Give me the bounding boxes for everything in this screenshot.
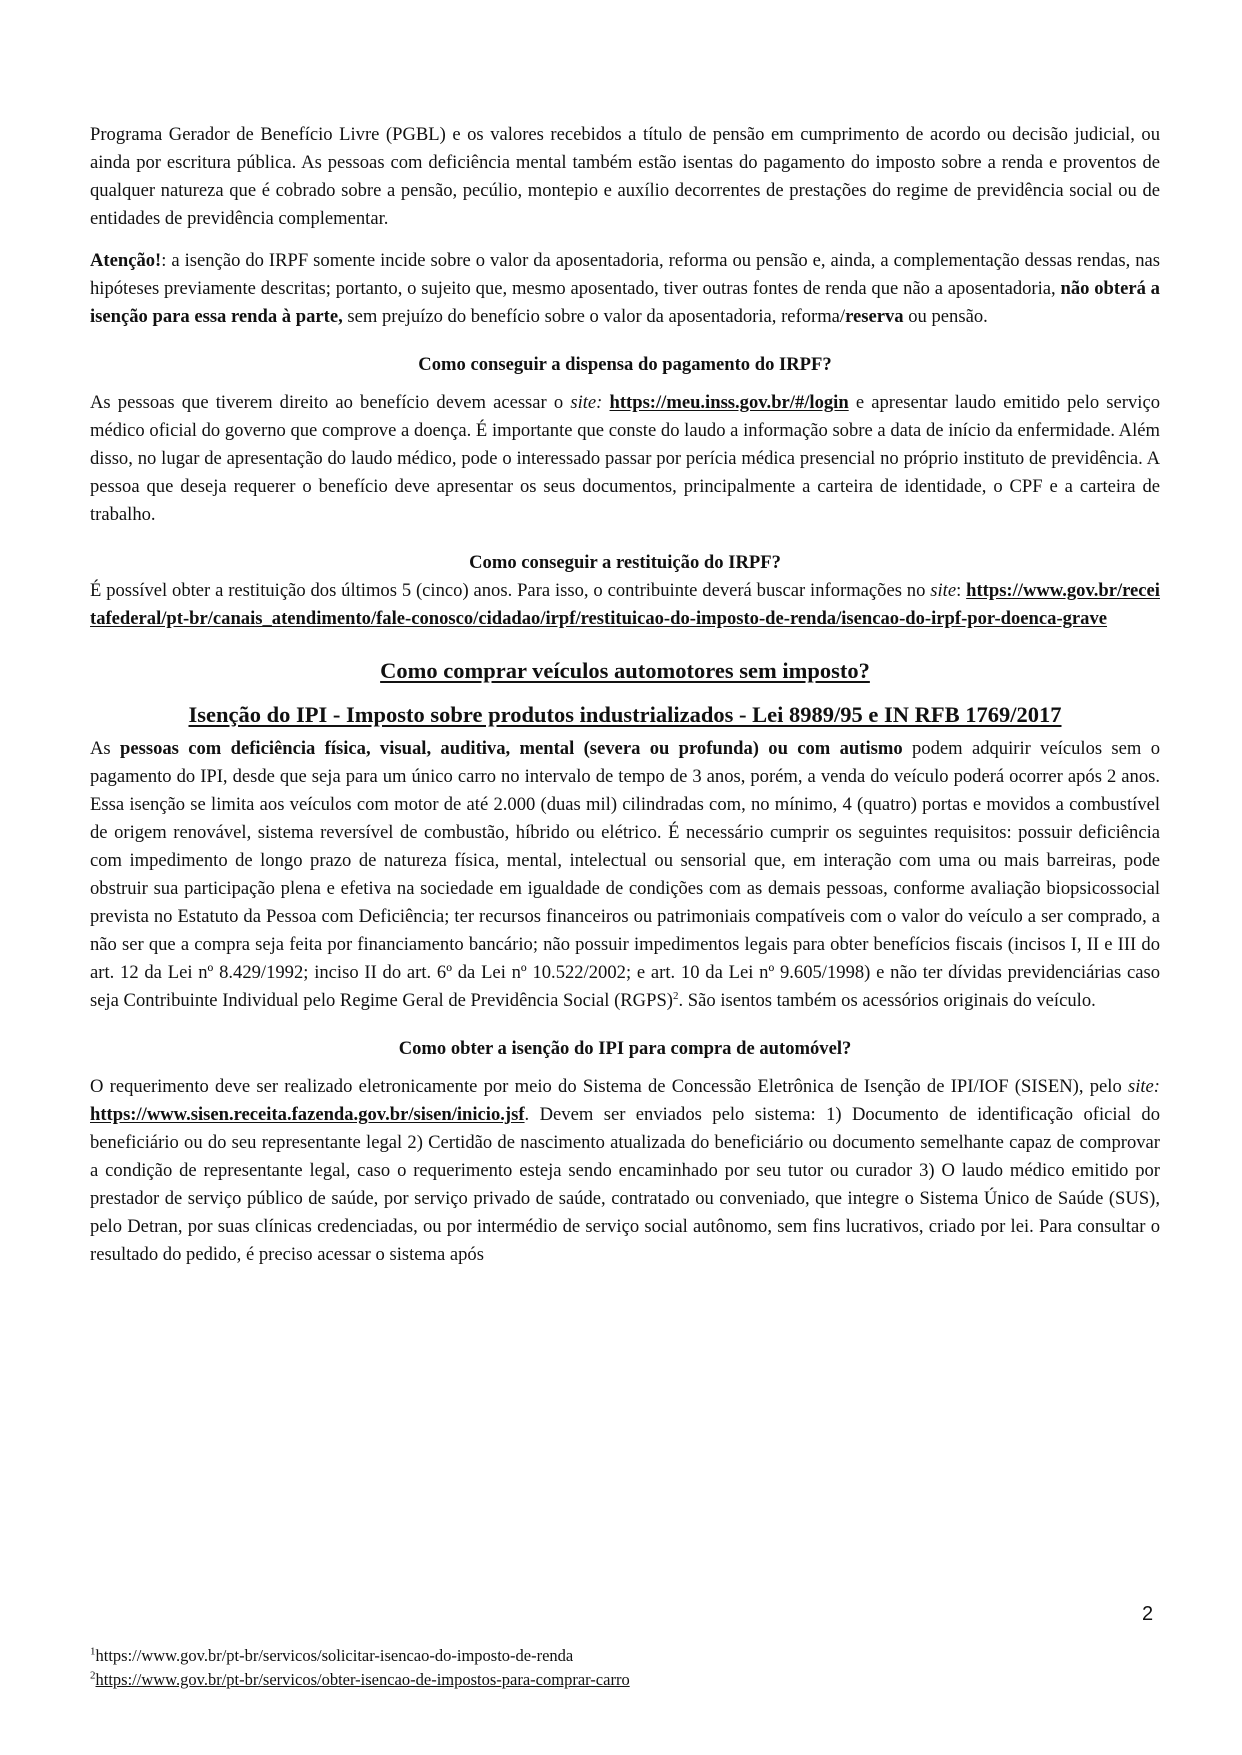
footnote-ref-2[interactable]: 2 [673, 989, 679, 1002]
heading-restituicao: Como conseguir a restituição do IRPF? [469, 552, 781, 573]
receita-restituicao-link[interactable]: https://www.gov.br/receitafederal/pt-br/canais_atendimento/fale-conosco/cidadao/irpf/restituicao-do-imposto-de-renda/isencao-do-irpf-por-doenca-grave [90, 580, 1160, 629]
paragraph-pgbl: Programa Gerador de Benefício Livre (PGBL) e os valores recebidos a título de pensão em cumprimento de acordo ou decisão judicial, ou ainda por escritura pública. As pessoas com deficiência mental também estão isentas do pagamento do imposto sobre a renda e proventos de qualquer natureza que é cobrado sobre a pensão, pecúlio, montepio e auxílio decorrentes de prestações do regime de previdência social ou de entidades de previdência complementar. [90, 124, 1160, 229]
heading-dispensa: Como conseguir a dispensa do pagamento do IRPF? [418, 354, 832, 375]
paragraph-dispensa: As pessoas que tiverem direito ao benefício devem acessar o site: https://meu.inss.gov.br/#/login e apresentar laudo emitido pelo serviço médico oficial do governo que comprove a doença. É importante que conste do laudo a informação sobre a data de início da enfermidade. Além disso, no lugar de apresentação do laudo médico, pode o interessado passar por perícia médica presencial no próprio instituto de previdência. A pessoa que deseja requerer o benefício deve apresentar os seus documentos, principalmente a carteira de identidade, o CPF e a carteira de trabalho. [90, 392, 1161, 525]
section-title-veiculos: Como comprar veículos automotores sem imposto? [380, 658, 870, 683]
footnote-2: $^2$https://www.gov.br/pt-br/servicos/obter-isencao-de-impostos-para-comprar-carro [90, 1669, 630, 1689]
paragraph-restituicao: É possível obter a restituição dos últimos 5 (cinco) anos. Para isso, o contribuinte deverá buscar informações no site: https://www.gov.br/receitafederal/pt-br/canais_atendimento/fale-conosco/cidadao/irpf/restituicao-do-imposto-de-renda/isencao-do-irpf-por-doenca-grave [90, 580, 1160, 629]
footnotes [90, 1644, 630, 1692]
footnote-1-url[interactable]: https://www.gov.br/pt-br/servicos/solicitar-isencao-do-imposto-de-renda [95, 1646, 574, 1665]
page-content [90, 121, 1160, 1269]
section-subtitle-ipi: Isenção do IPI - Imposto sobre produtos industrializados - Lei 8989/95 e IN RFB 1769/2017 [188, 702, 1062, 727]
atencao-emphasis: não obterá a isenção para essa renda à parte, [90, 278, 1160, 327]
page-number: 2 [1142, 1603, 1154, 1625]
paragraph-veiculos: As pessoas com deficiência física, visual, auditiva, mental (severa ou profunda) ou com autismo podem adquirir veículos sem o pagamento do IPI, desde que seja para um único carro no intervalo de tempo de 3 anos, porém, a venda do veículo poderá ocorrer após 2 anos. Essa isenção se limita aos veículos com motor de até 2.000 (duas mil) cilindradas com, no mínimo, 4 (quatro) portas e movidos a combustível de origem renovável, sistema reversível de combustão, híbrido ou elétrico. É necessário cumprir os seguintes requisitos: possuir deficiência com impedimento de longo prazo de natureza física, mental, intelectual ou sensorial que, em interação com uma ou mais barreiras, pode obstruir sua participação plena e efetiva na sociedade em igualdade de condições com as demais pessoas, conforme avaliação biopsicossocial prevista no Estatuto da Pessoa com Deficiência; ter recursos financeiros ou patrimoniais compatíveis com o valor do veículo a ser comprado, a não ser que a compra seja feita por financiamento bancário; não possuir impedimentos legais para obter benefícios fiscais (incisos I, II e III do art. 12 da Lei nº 8.429/1992; inciso II do art. 6º da Lei nº 10.522/2002; e art. 10 da Lei nº 9.605/1998) e não ter dívidas previdenciárias caso seja Contribuinte Individual pelo Regime Geral de Previdência Social (RGPS)$^2$. São isentos também os acessórios originais do veículo. [90, 738, 1161, 1011]
paragraph-atencao: Atenção!: a isenção do IRPF somente incide sobre o valor da aposentadoria, reforma ou pensão e, ainda, a complementação dessas rendas, nas hipóteses previamente descritas; portanto, o sujeito que, mesmo aposentado, tiver outras fontes de renda que não a aposentadoria, não obterá a isenção para essa renda à parte, sem prejuízo do benefício sobre o valor da aposentadoria, reforma/reserva ou pensão. [90, 250, 1160, 327]
sisen-link[interactable]: https://www.sisen.receita.fazenda.gov.br/sisen/inicio.jsf [90, 1104, 525, 1125]
paragraph-ipi: O requerimento deve ser realizado eletronicamente por meio do Sistema de Concessão Eletrônica de Isenção de IPI/IOF (SISEN), pelo site: https://www.sisen.receita.fazenda.gov.br/sisen/inicio.jsf. Devem ser enviados pelo sistema: 1) Documento de identificação oficial do beneficiário ou do seu representante legal 2) Certidão de nascimento atualizada do beneficiário ou documento semelhante capaz de comprovar a condição de representante legal, caso o requerimento esteja sendo encaminhado por seu tutor ou curador 3) O laudo médico emitido por prestador de serviço público de saúde, por serviço privado de saúde, contratado ou conveniado, que integre o Sistema Único de Saúde (SUS), pelo Detran, por suas clínicas credenciadas, ou por intermédio de serviço social autônomo, sem fins lucrativos, criado por lei. Para consultar o resultado do pedido, é preciso acessar o sistema após [90, 1076, 1160, 1265]
atencao-label: Atenção! [90, 250, 162, 271]
inss-login-link[interactable]: https://meu.inss.gov.br/#/login [609, 392, 849, 413]
heading-ipi: Como obter a isenção do IPI para compra de automóvel? [398, 1038, 852, 1059]
footnote-2-link[interactable]: https://www.gov.br/pt-br/servicos/obter-isencao-de-impostos-para-comprar-carro [95, 1670, 630, 1689]
footnote-1: $^1$https://www.gov.br/pt-br/servicos/solicitar-isencao-do-imposto-de-renda [90, 1645, 574, 1665]
